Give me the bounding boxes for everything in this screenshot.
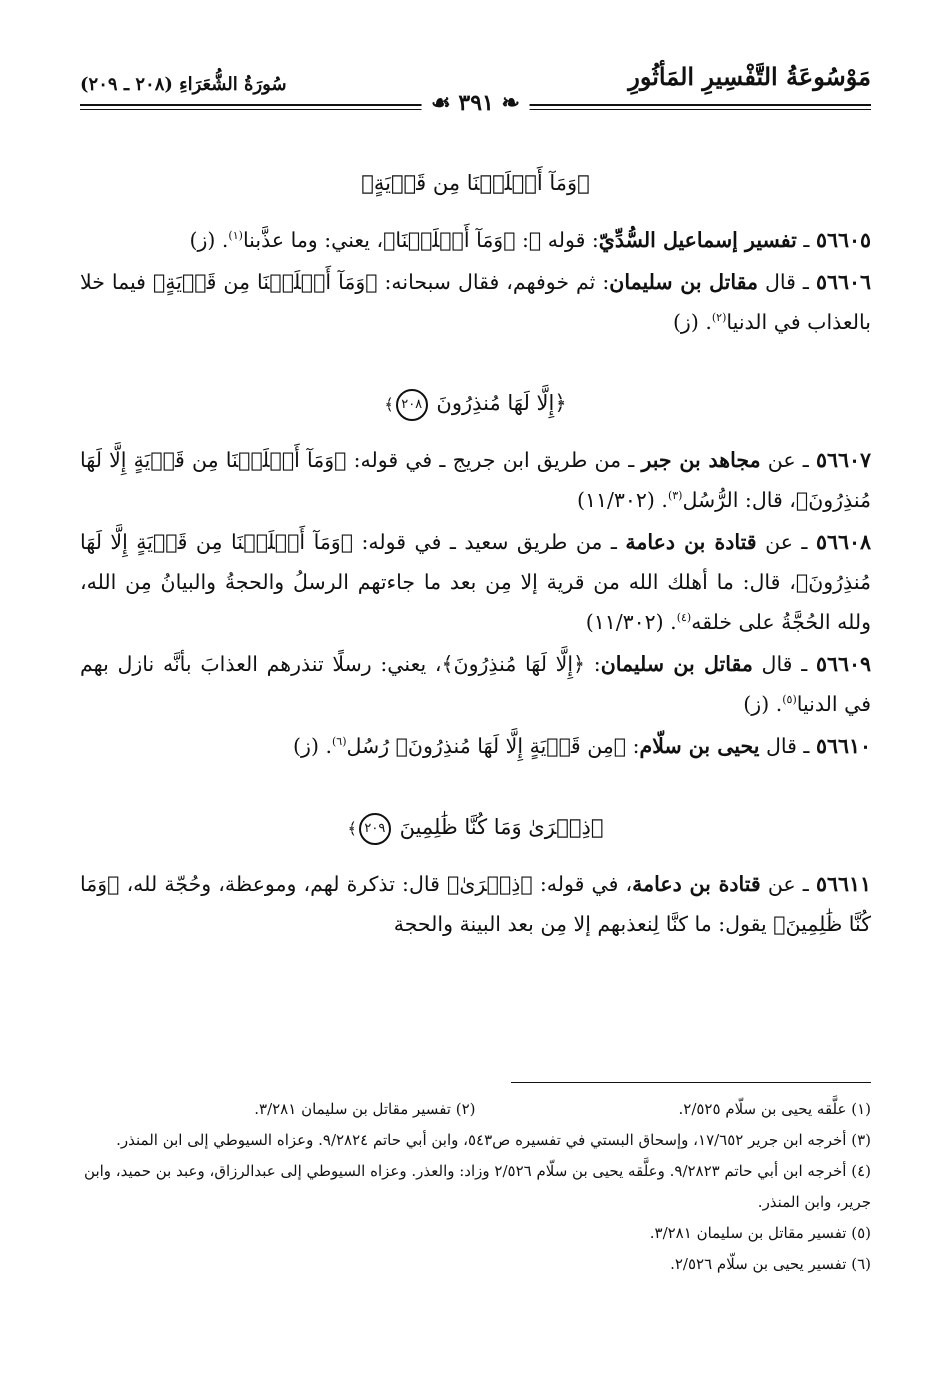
entry-number: ٥٦٦٠٨ [815, 530, 871, 554]
entry-text: ـ من طريق ابن جريج ـ في قوله: ﴿وَمَآ أَهۡلَكۡنَا مِن قَرۡيَةٍ إِلَّا لَهَا مُنذِرُونَ﴾، قال: الرُّسُل [80, 448, 871, 512]
footnote-ref[interactable]: (٦) [331, 735, 347, 749]
entry-text: : قوله ﷻ: ﴿وَمَآ أَهۡلَكۡنَا﴾، يعني: وما عذَّبنا [242, 228, 599, 252]
page-number-ornament-left: ❧ [493, 90, 520, 116]
narrator-name: مقاتل بن سليمان [609, 270, 758, 294]
footnote: (٤) أخرجه ابن أبي حاتم ٩/٢٨٢٣. وعلَّقه يحيى بن سلّام ٢/٥٢٦ وزاد: والعذر. وعزاه السيوطي إلى عبدالرزاق، وعبد بن حميد، وابن جرير، وابن المنذر. [84, 1162, 871, 1211]
entry-text: : ﴿إِلَّا لَهَا مُنذِرُونَ﴾، يعني: رسلًا تنذرهم العذابَ بأنَّه نازل بهم في الدنيا [80, 652, 871, 716]
narration-entry: ٥٦٦١١ ـ عن قتادة بن دعامة، في قوله: ﴿ذِكۡرَىٰ﴾ قال: تذكرة لهم، وموعظة، وحُجّة لله، ﴿وَمَا كُنَّا ظَٰلِمِينَ﴾ يقول: ما كنَّا لِنعذبهم إلا مِن بعد البينة والحجة [80, 872, 872, 936]
ayah-number-icon: ٢٠٩ [359, 813, 391, 845]
entry-number: ٥٦٦١١ [815, 872, 872, 896]
footnote-ref[interactable]: (٥) [782, 693, 797, 707]
narration-entry: ٥٦٦٠٩ ـ قال مقاتل بن سليمان: ﴿إِلَّا لَهَا مُنذِرُونَ﴾، يعني: رسلًا تنذرهم العذابَ بأنَّه نازل بهم في الدنيا$^{(٥)}$. (ز) [80, 652, 872, 716]
footnotes [80, 1094, 871, 1280]
footnote: (٥) تفسير مقاتل بن سليمان ٣/٢٨١. [649, 1224, 871, 1242]
footnote-ref[interactable]: (٣) [667, 489, 683, 503]
narrator-name: مقاتل بن سليمان [600, 652, 753, 676]
page-number: ❧ ٣٩١ ☙ [421, 90, 530, 116]
narrator-name: تفسير إسماعيل السُّدِّيّ [598, 228, 797, 252]
footnote-ref[interactable]: (١) [228, 229, 243, 243]
narration-entry: ٥٦٦٠٧ ـ عن مجاهد بن جبر ـ من طريق ابن جريج ـ في قوله: ﴿وَمَآ أَهۡلَكۡنَا مِن قَرۡيَةٍ إِلَّا لَهَا مُنذِرُونَ﴾، قال: الرُّسُل$^{(٣)}$. (١١/٣٠٢) [80, 448, 871, 512]
entry-number: ٥٦٦٠٧ [815, 448, 871, 472]
footnote: (٣) أخرجه ابن جرير ١٧/٦٥٢، وإسحاق البستي في تفسيره ص٥٤٣، وابن أبي حاتم ٩/٢٨٢٤. وعزاه السيوطي إلى ابن المنذر. [116, 1131, 871, 1149]
narration-entry: ٥٦٦٠٨ ـ عن قتادة بن دعامة ـ من طريق سعيد ـ في قوله: ﴿وَمَآ أَهۡلَكۡنَا مِن قَرۡيَةٍ إِلَّا لَهَا مُنذِرُونَ﴾، قال: ما أهلك الله من قرية إلا مِن بعد ما جاءتهم الرسلُ والحجةُ والبيانُ مِن الله، ولله الحُجَّةُ على خلقه$^{(٤)}$. (١١/٣٠٢) [80, 530, 871, 634]
entry-number: ٥٦٦٠٩ [815, 652, 872, 676]
entry-text: : ﴿مِن قَرۡيَةٍ إِلَّا لَهَا مُنذِرُونَ﴾ رُسُل [346, 734, 640, 758]
entry-text: ـ من طريق سعيد ـ في قوله: ﴿وَمَآ أَهۡلَكۡنَا مِن قَرۡيَةٍ إِلَّا لَهَا مُنذِرُونَ﴾، قال: ما أهلك الله من قرية إلا مِن بعد ما جاءتهم الرسلُ والحجةُ والبيانُ مِن الله، ولله الحُجَّةُ على خلقه [80, 530, 871, 634]
footnote: (٢) تفسير مقاتل بن سليمان ٣/٢٨١. [254, 1100, 476, 1118]
entry-number: ٥٦٦٠٦ [815, 270, 872, 294]
page-header [80, 60, 871, 120]
footnote-row [80, 1094, 871, 1125]
footnote-ref[interactable]: (٤) [676, 611, 692, 625]
entry-number: ٥٦٦٠٥ [815, 228, 871, 252]
page-number-ornament-right: ☙ [431, 90, 459, 116]
footnote: (٦) تفسير يحيى بن سلّام ٢/٥٢٦. [670, 1255, 871, 1273]
surah-label: سُورَةُ الشُّعَرَاءِ (٢٠٨ ـ ٢٠٩) [80, 74, 287, 95]
narration-entry: ٥٦٦٠٥ ـ تفسير إسماعيل السُّدِّيّ: قوله ﷻ: ﴿وَمَآ أَهۡلَكۡنَا﴾، يعني: وما عذَّبنا$^{(١)}$. (ز) [189, 228, 871, 252]
narration-entry: ٥٦٦٠٦ ـ قال مقاتل بن سليمان: ثم خوفهم، فقال سبحانه: ﴿وَمَآ أَهۡلَكۡنَا مِن قَرۡيَةٍ﴾ فيما خلا بالعذاب في الدنيا$^{(٢)}$. (ز) [80, 270, 872, 334]
narrator-name: قتادة بن دعامة [632, 872, 761, 896]
ayah-number-icon: ٢٠٨ [396, 389, 428, 421]
narration-entry: ٥٦٦١٠ ـ قال يحيى بن سلّام: ﴿مِن قَرۡيَةٍ إِلَّا لَهَا مُنذِرُونَ﴾ رُسُل$^{(٦)}$. (ز) [293, 734, 871, 758]
narrator-name: مجاهد بن جبر [641, 448, 761, 472]
entry-text: : ثم خوفهم، فقال سبحانه: ﴿وَمَآ أَهۡلَكۡنَا مِن قَرۡيَةٍ﴾ فيما خلا بالعذاب في الدنيا [80, 270, 871, 334]
ayah-heading: ﴿وَمَآ أَهۡلَكۡنَا مِن قَرۡيَةٍ﴾ [361, 171, 590, 195]
entry-number: ٥٦٦١٠ [815, 734, 871, 758]
narrator-name: يحيى بن سلّام [639, 734, 760, 758]
main-text [80, 150, 871, 946]
footnote-divider [511, 1082, 871, 1083]
ayah-heading: ﴿إِلَّا لَهَا مُنذِرُونَ ٢٠٨﴾ [80, 386, 871, 420]
book-title: مَوْسُوعَةُ التَّفْسِيرِ المَأثُورِ [628, 62, 871, 91]
narrator-name: قتادة بن دعامة [625, 530, 757, 554]
footnote-ref[interactable]: (٢) [711, 311, 727, 325]
ayah-heading: ﴿ذِكۡرَىٰ وَمَا كُنَّا ظَٰلِمِينَ ٢٠٩﴾ [80, 810, 871, 844]
footnote: (١) علَّقه يحيى بن سلّام ٢/٥٢٥. [678, 1100, 871, 1118]
entry-text: ، في قوله: ﴿ذِكۡرَىٰ﴾ قال: تذكرة لهم، وموعظة، وحُجّة لله، ﴿وَمَا كُنَّا ظَٰلِمِينَ﴾ يقول: ما كنَّا لِنعذبهم إلا مِن بعد البينة والحجة [80, 872, 871, 936]
